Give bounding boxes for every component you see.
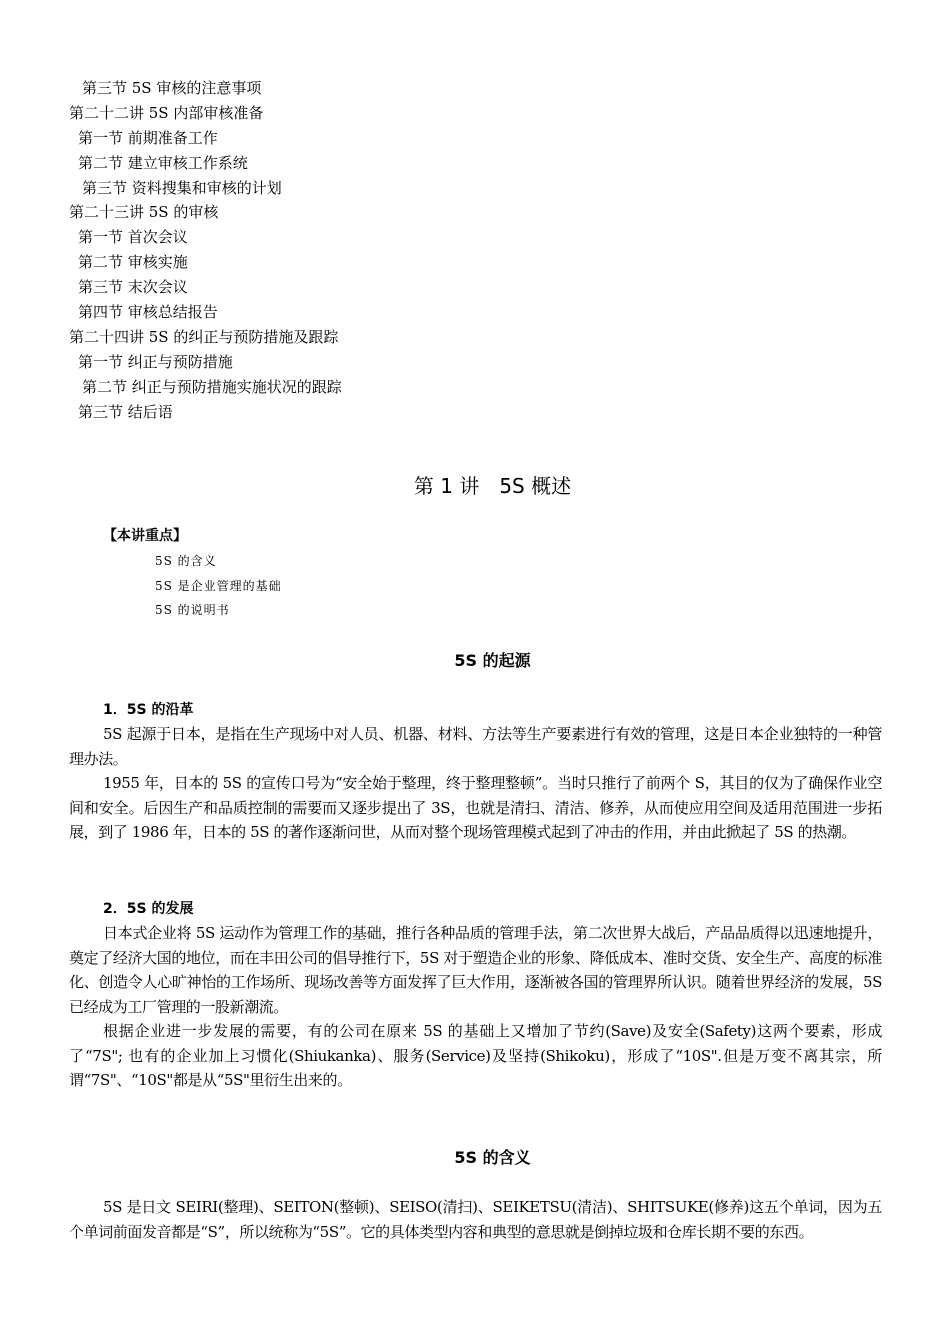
toc-section-entry: 第一节 纠正与预防措施 — [78, 352, 233, 371]
toc-lecture-entry: 第二十四讲 5S 的纠正与预防措施及跟踪 — [69, 327, 339, 346]
key-point-item: 5S 的说明书 — [155, 603, 230, 617]
toc-section-entry: 第二节 纠正与预防措施实施状况的跟踪 — [82, 377, 342, 396]
toc-section-entry: 第一节 前期准备工作 — [78, 128, 218, 147]
toc-section-entry: 第三节 5S 审核的注意事项 — [82, 79, 262, 97]
lecture-title: 第 1 讲 5S 概述 — [413, 474, 572, 498]
subsection-heading-development: 2．5S 的发展 — [103, 901, 194, 917]
section-heading-meaning: 5S 的含义 — [454, 1148, 531, 1167]
paragraph: 5S 是日文 SEIRI(整理)、SEITON(整顿)、SEISO(清扫)、SEIKETSU(清洁)、SHITSUKE(修养)这五个单词，因为五个单词前面发音都是“S”，所以统称为“5S”。它的具体类型内容和典型的意思就是倒掉垃圾和仓库长期不要的东西。 — [69, 1198, 882, 1241]
toc-section-entry: 第一节 首次会议 — [78, 228, 188, 247]
toc-lecture-entry: 第二十二讲 5S 内部审核准备 — [69, 103, 264, 122]
section-heading-origin: 5S 的起源 — [454, 651, 531, 670]
key-point-item: 5S 是企业管理的基础 — [155, 578, 282, 593]
key-points-list — [155, 549, 282, 623]
toc-lecture-entry: 第二十三讲 5S 的审核 — [69, 203, 219, 222]
paragraph: 日本式企业将 5S 运动作为管理工作的基础，推行各种品质的管理手法，第二次世界大战后，产品品质得以迅速地提升，奠定了经济大国的地位，而在丰田公司的倡导推行下，5S 对于塑造企业的形象、降低成本、准时交货、安全生产、高度的标准化、创造令人心旷神怡的工作场所、现场改善等方面发挥了巨大作用，逐渐被各国的管理界所认识。随着世界经济的发展，5S 已经成为工厂管理的一股新潮流。 — [69, 924, 882, 1016]
toc-section-entry: 第四节 审核总结报告 — [78, 303, 218, 322]
toc-section-entry: 第二节 建立审核工作系统 — [78, 153, 248, 172]
table-of-contents — [69, 76, 769, 424]
toc-section-entry: 第三节 资料搜集和审核的计划 — [82, 178, 282, 197]
key-point-item: 5S 的含义 — [155, 554, 217, 568]
key-points-heading: 【本讲重点】 — [103, 528, 187, 544]
toc-section-entry: 第二节 审核实施 — [78, 253, 188, 272]
toc-section-entry: 第三节 结后语 — [78, 402, 173, 421]
toc-section-entry: 第三节 末次会议 — [78, 278, 188, 297]
paragraph: 根据企业进一步发展的需要，有的公司在原来 5S 的基础上又增加了节约(Save)及安全(Safety)这两个要素，形成了“7S"; 也有的企业加上习惯化(Shiukanka)、服务(Service)及坚持(Shikoku)，形成了“10S".但是万变不离其宗，所谓“7S"、“10S"都是从“5S"里衍生出来的。 — [69, 1022, 882, 1090]
paragraph: 5S 起源于日本，是指在生产现场中对人员、机器、材料、方法等生产要素进行有效的管理，这是日本企业独特的一种管理办法。 — [69, 725, 882, 768]
paragraph: 1955 年，日本的 5S 的宣传口号为“安全始于整理，终于整理整顿”。当时只推行了前两个 S，其目的仅为了确保作业空间和安全。后因生产和品质控制的需要而又逐步提出了 3S，也就是清扫、清洁、修养，从而使应用空间及适用范围进一步拓展，到了 1986 年，日本的 5S 的著作逐渐问世，从而对整个现场管理模式起到了冲击的作用，并由此掀起了 5S 的热潮。 — [69, 774, 882, 842]
subsection-heading-history: 1．5S 的沿革 — [103, 702, 194, 718]
